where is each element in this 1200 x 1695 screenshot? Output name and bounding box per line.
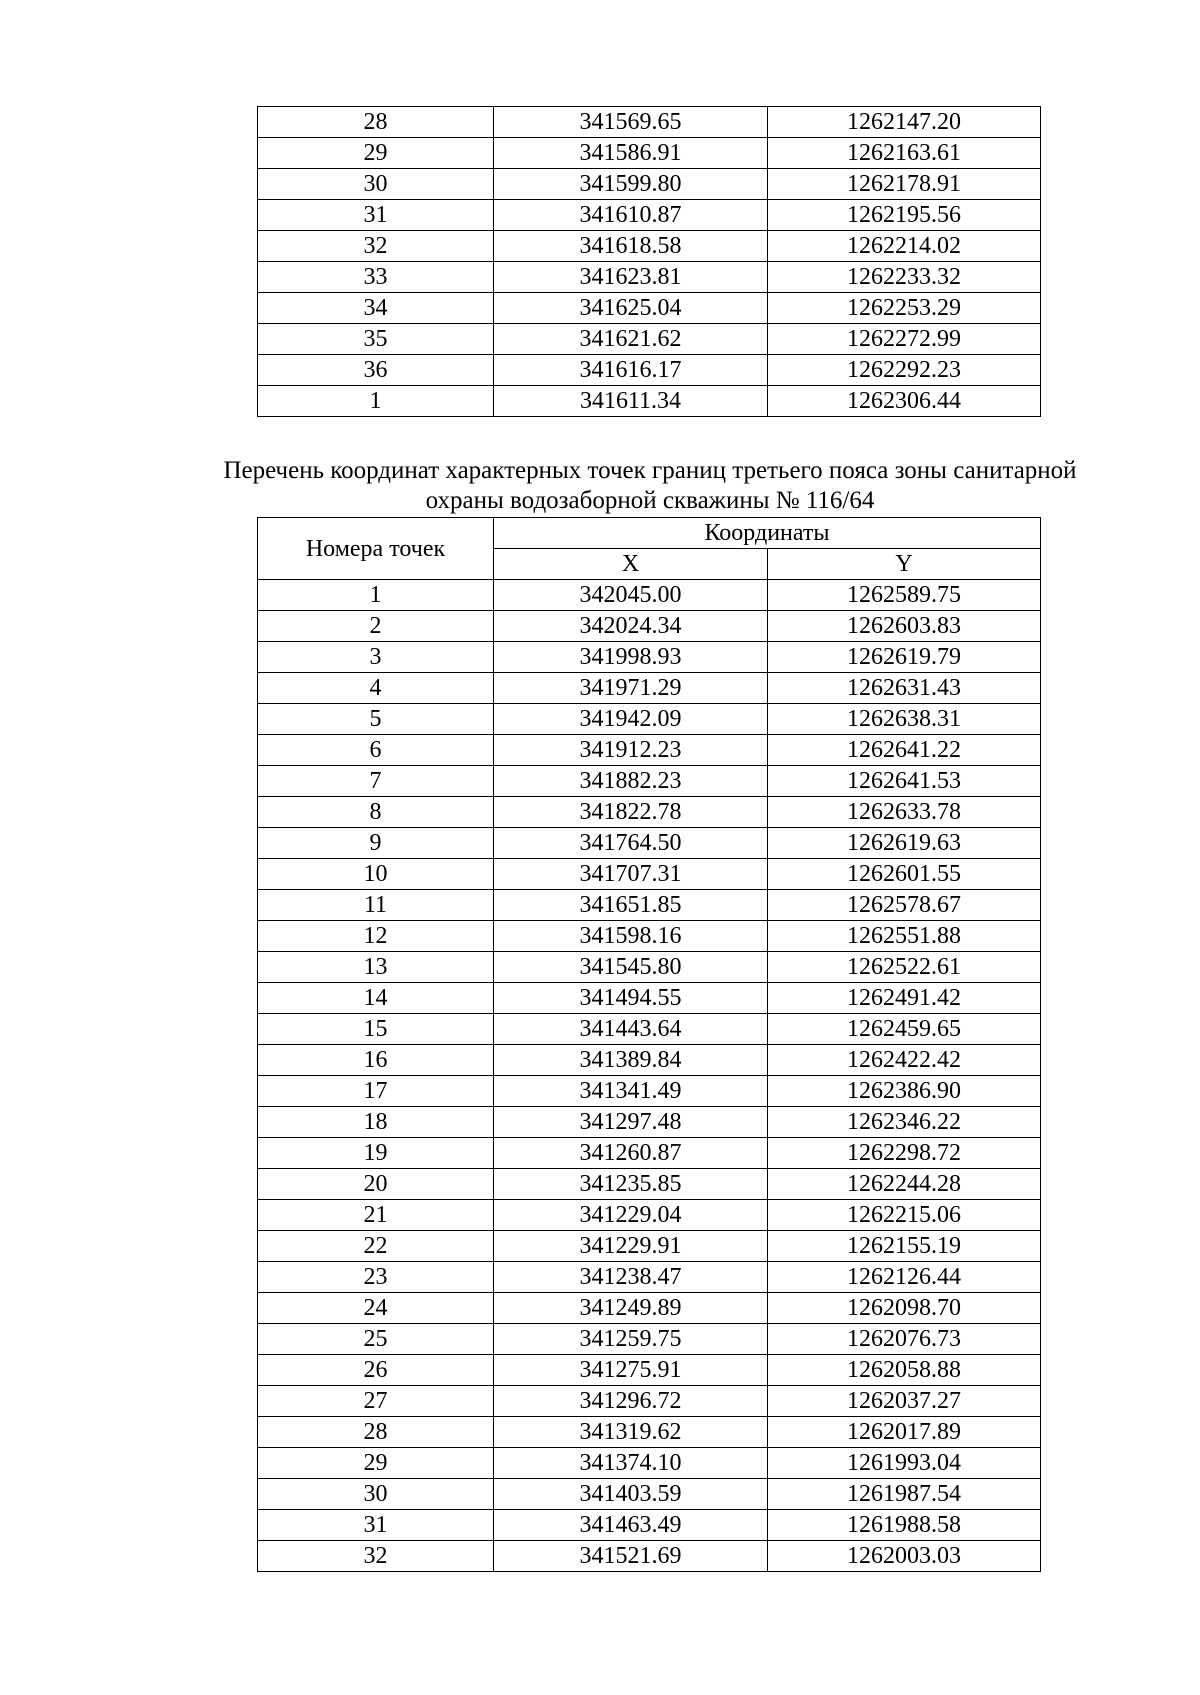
point-number-cell: 17	[258, 1076, 494, 1107]
y-coordinate-cell: 1262215.06	[768, 1200, 1041, 1231]
point-number-cell: 7	[258, 766, 494, 797]
point-number-cell: 34	[258, 293, 494, 324]
table-row	[258, 1231, 1041, 1262]
x-coordinate-cell: 341260.87	[494, 1138, 768, 1169]
point-number-cell: 23	[258, 1262, 494, 1293]
table-row	[258, 200, 1041, 231]
point-number-cell: 19	[258, 1138, 494, 1169]
x-coordinate-cell: 341618.58	[494, 231, 768, 262]
table-row	[258, 704, 1041, 735]
x-coordinate-cell: 341912.23	[494, 735, 768, 766]
point-number-cell: 1	[258, 386, 494, 417]
point-number-cell: 36	[258, 355, 494, 386]
table-row	[258, 859, 1041, 890]
table-row	[258, 231, 1041, 262]
table-row	[258, 921, 1041, 952]
x-coordinate-cell: 341625.04	[494, 293, 768, 324]
y-coordinate-cell: 1262272.99	[768, 324, 1041, 355]
point-number-cell: 31	[258, 200, 494, 231]
y-coordinate-cell: 1262298.72	[768, 1138, 1041, 1169]
y-coordinate-cell: 1262459.65	[768, 1014, 1041, 1045]
y-coordinate-cell: 1262147.20	[768, 107, 1041, 138]
x-coordinate-cell: 341229.04	[494, 1200, 768, 1231]
y-coordinate-cell: 1262058.88	[768, 1355, 1041, 1386]
point-number-cell: 32	[258, 1541, 494, 1572]
y-coordinate-cell: 1262155.19	[768, 1231, 1041, 1262]
x-coordinate-cell: 341229.91	[494, 1231, 768, 1262]
point-number-cell: 1	[258, 580, 494, 611]
x-coordinate-cell: 341319.62	[494, 1417, 768, 1448]
y-coordinate-cell: 1262638.31	[768, 704, 1041, 735]
y-coordinate-cell: 1262233.32	[768, 262, 1041, 293]
point-number-cell: 13	[258, 952, 494, 983]
table-row	[258, 293, 1041, 324]
y-coordinate-cell: 1261993.04	[768, 1448, 1041, 1479]
y-coordinate-cell: 1262491.42	[768, 983, 1041, 1014]
y-coordinate-cell: 1262641.53	[768, 766, 1041, 797]
point-number-cell: 31	[258, 1510, 494, 1541]
point-number-cell: 30	[258, 169, 494, 200]
y-coordinate-cell: 1262306.44	[768, 386, 1041, 417]
x-coordinate-cell: 341621.62	[494, 324, 768, 355]
x-coordinate-cell: 341598.16	[494, 921, 768, 952]
header-y: Y	[768, 549, 1041, 580]
x-coordinate-cell: 342024.34	[494, 611, 768, 642]
x-coordinate-cell: 341389.84	[494, 1045, 768, 1076]
table-row	[258, 1107, 1041, 1138]
coordinates-table-continued-body	[258, 107, 1041, 417]
point-number-cell: 18	[258, 1107, 494, 1138]
x-coordinate-cell: 341297.48	[494, 1107, 768, 1138]
x-coordinate-cell: 341822.78	[494, 797, 768, 828]
table-row	[258, 1541, 1041, 1572]
y-coordinate-cell: 1261987.54	[768, 1479, 1041, 1510]
point-number-cell: 33	[258, 262, 494, 293]
x-coordinate-cell: 341998.93	[494, 642, 768, 673]
x-coordinate-cell: 341942.09	[494, 704, 768, 735]
table-row	[258, 1417, 1041, 1448]
table-row	[258, 1200, 1041, 1231]
y-coordinate-cell: 1262619.63	[768, 828, 1041, 859]
x-coordinate-cell: 341610.87	[494, 200, 768, 231]
point-number-cell: 25	[258, 1324, 494, 1355]
point-number-cell: 4	[258, 673, 494, 704]
table-row	[258, 355, 1041, 386]
point-number-cell: 28	[258, 1417, 494, 1448]
x-coordinate-cell: 341275.91	[494, 1355, 768, 1386]
point-number-cell: 26	[258, 1355, 494, 1386]
point-number-cell: 29	[258, 138, 494, 169]
table-row	[258, 1014, 1041, 1045]
table-row	[258, 797, 1041, 828]
table-header	[258, 518, 1041, 580]
x-coordinate-cell: 341616.17	[494, 355, 768, 386]
y-coordinate-cell: 1262037.27	[768, 1386, 1041, 1417]
table-row	[258, 766, 1041, 797]
x-coordinate-cell: 341443.64	[494, 1014, 768, 1045]
x-coordinate-cell: 341249.89	[494, 1293, 768, 1324]
x-coordinate-cell: 341971.29	[494, 673, 768, 704]
table-row	[258, 952, 1041, 983]
table-row	[258, 1293, 1041, 1324]
x-coordinate-cell: 341569.65	[494, 107, 768, 138]
y-coordinate-cell: 1262076.73	[768, 1324, 1041, 1355]
table-row	[258, 983, 1041, 1014]
table-row	[258, 1045, 1041, 1076]
y-coordinate-cell: 1262631.43	[768, 673, 1041, 704]
table-row	[258, 262, 1041, 293]
x-coordinate-cell: 341764.50	[494, 828, 768, 859]
third-belt-coordinates-table-body	[258, 580, 1041, 1572]
y-coordinate-cell: 1262346.22	[768, 1107, 1041, 1138]
y-coordinate-cell: 1262253.29	[768, 293, 1041, 324]
y-coordinate-cell: 1262017.89	[768, 1417, 1041, 1448]
y-coordinate-cell: 1262578.67	[768, 890, 1041, 921]
point-number-cell: 30	[258, 1479, 494, 1510]
x-coordinate-cell: 341374.10	[494, 1448, 768, 1479]
y-coordinate-cell: 1262641.22	[768, 735, 1041, 766]
x-coordinate-cell: 341341.49	[494, 1076, 768, 1107]
x-coordinate-cell: 341599.80	[494, 169, 768, 200]
y-coordinate-cell: 1262386.90	[768, 1076, 1041, 1107]
table-row	[258, 1324, 1041, 1355]
y-coordinate-cell: 1262126.44	[768, 1262, 1041, 1293]
point-number-cell: 16	[258, 1045, 494, 1076]
coordinates-table-continued	[257, 106, 1041, 417]
point-number-cell: 22	[258, 1231, 494, 1262]
point-number-cell: 12	[258, 921, 494, 952]
y-coordinate-cell: 1262422.42	[768, 1045, 1041, 1076]
table-row	[258, 1448, 1041, 1479]
caption-line-1: Перечень координат характерных точек границ третьего пояса зоны санитарной	[223, 457, 1077, 484]
point-number-cell: 24	[258, 1293, 494, 1324]
y-coordinate-cell: 1262619.79	[768, 642, 1041, 673]
table-row	[258, 1076, 1041, 1107]
x-coordinate-cell: 341545.80	[494, 952, 768, 983]
table-row	[258, 1386, 1041, 1417]
table-row	[258, 1510, 1041, 1541]
x-coordinate-cell: 341235.85	[494, 1169, 768, 1200]
y-coordinate-cell: 1262589.75	[768, 580, 1041, 611]
y-coordinate-cell: 1262098.70	[768, 1293, 1041, 1324]
table-row	[258, 1355, 1041, 1386]
x-coordinate-cell: 341494.55	[494, 983, 768, 1014]
x-coordinate-cell: 341611.34	[494, 386, 768, 417]
point-number-cell: 3	[258, 642, 494, 673]
y-coordinate-cell: 1262292.23	[768, 355, 1041, 386]
x-coordinate-cell: 342045.00	[494, 580, 768, 611]
y-coordinate-cell: 1262163.61	[768, 138, 1041, 169]
x-coordinate-cell: 341521.69	[494, 1541, 768, 1572]
header-point-numbers: Номера точек	[258, 518, 494, 580]
table-row	[258, 1262, 1041, 1293]
table-row	[258, 890, 1041, 921]
y-coordinate-cell: 1262551.88	[768, 921, 1041, 952]
x-coordinate-cell: 341238.47	[494, 1262, 768, 1293]
y-coordinate-cell: 1262633.78	[768, 797, 1041, 828]
x-coordinate-cell: 341296.72	[494, 1386, 768, 1417]
table-caption	[150, 456, 1150, 516]
point-number-cell: 6	[258, 735, 494, 766]
point-number-cell: 32	[258, 231, 494, 262]
table-row	[258, 169, 1041, 200]
y-coordinate-cell: 1262244.28	[768, 1169, 1041, 1200]
point-number-cell: 8	[258, 797, 494, 828]
y-coordinate-cell: 1262603.83	[768, 611, 1041, 642]
table-row	[258, 1479, 1041, 1510]
point-number-cell: 27	[258, 1386, 494, 1417]
y-coordinate-cell: 1262003.03	[768, 1541, 1041, 1572]
x-coordinate-cell: 341403.59	[494, 1479, 768, 1510]
table-row	[258, 1169, 1041, 1200]
header-row	[258, 518, 1041, 549]
table-row	[258, 673, 1041, 704]
point-number-cell: 35	[258, 324, 494, 355]
table-row	[258, 1138, 1041, 1169]
table-row	[258, 386, 1041, 417]
x-coordinate-cell: 341623.81	[494, 262, 768, 293]
table-row	[258, 107, 1041, 138]
point-number-cell: 11	[258, 890, 494, 921]
x-coordinate-cell: 341586.91	[494, 138, 768, 169]
table-row	[258, 735, 1041, 766]
table-row	[258, 580, 1041, 611]
x-coordinate-cell: 341882.23	[494, 766, 768, 797]
table-row	[258, 611, 1041, 642]
y-coordinate-cell: 1262195.56	[768, 200, 1041, 231]
point-number-cell: 14	[258, 983, 494, 1014]
y-coordinate-cell: 1262522.61	[768, 952, 1041, 983]
table-row	[258, 642, 1041, 673]
point-number-cell: 9	[258, 828, 494, 859]
point-number-cell: 20	[258, 1169, 494, 1200]
x-coordinate-cell: 341463.49	[494, 1510, 768, 1541]
point-number-cell: 5	[258, 704, 494, 735]
point-number-cell: 29	[258, 1448, 494, 1479]
y-coordinate-cell: 1262601.55	[768, 859, 1041, 890]
table-row	[258, 138, 1041, 169]
y-coordinate-cell: 1262178.91	[768, 169, 1041, 200]
x-coordinate-cell: 341259.75	[494, 1324, 768, 1355]
table-row	[258, 324, 1041, 355]
header-x: X	[494, 549, 768, 580]
table-row	[258, 828, 1041, 859]
x-coordinate-cell: 341651.85	[494, 890, 768, 921]
point-number-cell: 2	[258, 611, 494, 642]
point-number-cell: 15	[258, 1014, 494, 1045]
header-coordinates: Координаты	[494, 518, 1041, 549]
point-number-cell: 28	[258, 107, 494, 138]
y-coordinate-cell: 1262214.02	[768, 231, 1041, 262]
point-number-cell: 21	[258, 1200, 494, 1231]
third-belt-coordinates-table	[257, 517, 1041, 1572]
caption-line-2: охраны водозаборной скважины № 116/64	[425, 487, 875, 514]
point-number-cell: 10	[258, 859, 494, 890]
y-coordinate-cell: 1261988.58	[768, 1510, 1041, 1541]
x-coordinate-cell: 341707.31	[494, 859, 768, 890]
